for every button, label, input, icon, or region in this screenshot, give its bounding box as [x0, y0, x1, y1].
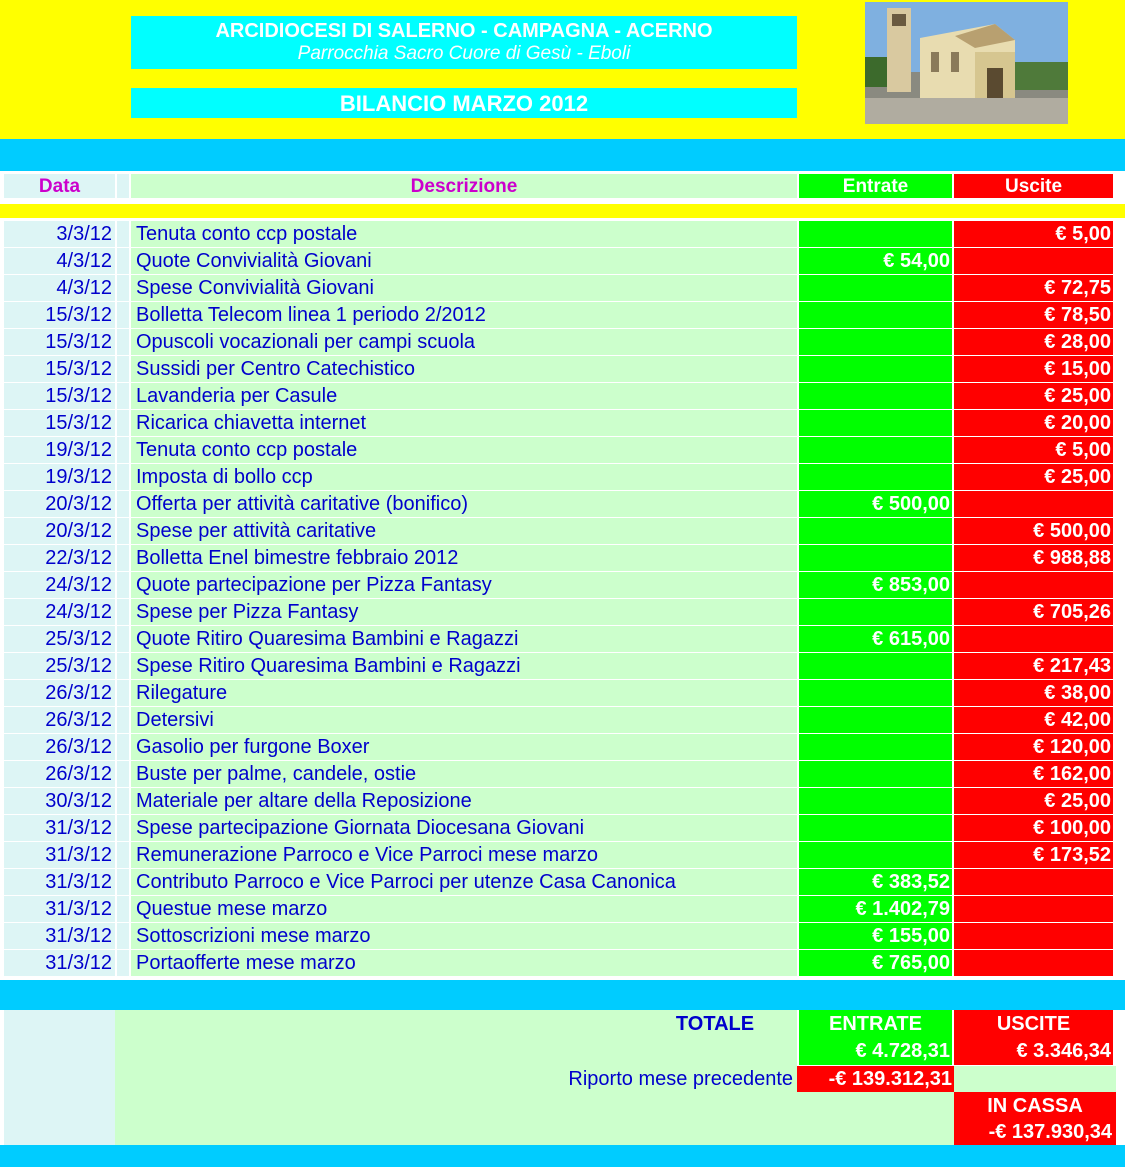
- row-gap: [117, 869, 129, 895]
- row-gap: [117, 896, 129, 922]
- row-income: [799, 464, 952, 490]
- table-row: [0, 356, 1125, 383]
- row-gap: [117, 383, 129, 409]
- table-row: [0, 302, 1125, 329]
- row-date: 24/3/12: [4, 599, 115, 625]
- row-expense: [954, 923, 1113, 949]
- row-expense: € 162,00: [954, 761, 1113, 787]
- row-income: € 853,00: [799, 572, 952, 598]
- row-expense: [954, 572, 1113, 598]
- row-expense: € 25,00: [954, 464, 1113, 490]
- table-row: [0, 410, 1125, 437]
- row-income: [799, 842, 952, 868]
- table-row: [0, 464, 1125, 491]
- diocese-name: ARCIDIOCESI DI SALERNO - CAMPAGNA - ACERNO: [215, 20, 713, 42]
- row-gap: [117, 599, 129, 625]
- row-income: [799, 653, 952, 679]
- row-description: Opuscoli vocazionali per campi scuola: [131, 329, 797, 355]
- row-expense: € 38,00: [954, 680, 1113, 706]
- row-gap: [117, 761, 129, 787]
- table-row: [0, 626, 1125, 653]
- row-gap: [117, 275, 129, 301]
- table-row: [0, 248, 1125, 275]
- carry-over-value: -€ 139.312,31: [797, 1066, 954, 1092]
- row-date: 26/3/12: [4, 680, 115, 706]
- cash-value: -€ 137.930,34: [988, 1121, 1112, 1143]
- row-expense: [954, 869, 1113, 895]
- row-expense: € 20,00: [954, 410, 1113, 436]
- row-income: [799, 437, 952, 463]
- row-expense: € 42,00: [954, 707, 1113, 733]
- row-income: [799, 302, 952, 328]
- table-row: [0, 437, 1125, 464]
- row-gap: [117, 248, 129, 274]
- row-expense: € 705,26: [954, 599, 1113, 625]
- row-date: 31/3/12: [4, 923, 115, 949]
- row-income: € 1.402,79: [799, 896, 952, 922]
- row-income: € 765,00: [799, 950, 952, 976]
- row-description: Imposta di bollo ccp: [131, 464, 797, 490]
- row-expense: [954, 248, 1113, 274]
- row-description: Spese partecipazione Giornata Diocesana Giovani: [131, 815, 797, 841]
- row-expense: € 100,00: [954, 815, 1113, 841]
- row-date: 15/3/12: [4, 383, 115, 409]
- yellow-divider: [0, 204, 1125, 218]
- table-row: [0, 572, 1125, 599]
- row-expense: € 500,00: [954, 518, 1113, 544]
- totals-expense-label: USCITE: [954, 1010, 1113, 1038]
- ledger-rows: [0, 221, 1125, 977]
- row-income: [799, 734, 952, 760]
- row-description: Tenuta conto ccp postale: [131, 437, 797, 463]
- row-income: [799, 788, 952, 814]
- row-income: € 500,00: [799, 491, 952, 517]
- row-gap: [117, 680, 129, 706]
- col-income: Entrate: [799, 174, 952, 198]
- row-date: 31/3/12: [4, 896, 115, 922]
- column-header-row: [0, 171, 1125, 202]
- row-date: 20/3/12: [4, 518, 115, 544]
- row-expense: € 5,00: [954, 437, 1113, 463]
- row-date: 3/3/12: [4, 221, 115, 247]
- row-description: Rilegature: [131, 680, 797, 706]
- row-date: 30/3/12: [4, 788, 115, 814]
- row-description: Spese Convivialità Giovani: [131, 275, 797, 301]
- row-gap: [117, 464, 129, 490]
- row-gap: [117, 491, 129, 517]
- row-description: Remunerazione Parroco e Vice Parroci mese marzo: [131, 842, 797, 868]
- row-expense: € 78,50: [954, 302, 1113, 328]
- row-expense: [954, 626, 1113, 652]
- row-description: Buste per palme, candele, ostie: [131, 761, 797, 787]
- table-row: [0, 383, 1125, 410]
- row-date: 19/3/12: [4, 464, 115, 490]
- row-date: 4/3/12: [4, 275, 115, 301]
- col-expense: Uscite: [954, 174, 1113, 198]
- row-description: Bolletta Telecom linea 1 periodo 2/2012: [131, 302, 797, 328]
- row-gap: [117, 302, 129, 328]
- row-description: Lavanderia per Casule: [131, 383, 797, 409]
- row-date: 19/3/12: [4, 437, 115, 463]
- row-income: [799, 329, 952, 355]
- row-description: Sussidi per Centro Catechistico: [131, 356, 797, 382]
- row-date: 24/3/12: [4, 572, 115, 598]
- row-description: Tenuta conto ccp postale: [131, 221, 797, 247]
- col-date: Data: [4, 174, 115, 198]
- table-row: [0, 788, 1125, 815]
- row-date: 31/3/12: [4, 815, 115, 841]
- row-date: 26/3/12: [4, 707, 115, 733]
- row-description: Questue mese marzo: [131, 896, 797, 922]
- report-title: BILANCIO MARZO 2012: [131, 88, 797, 118]
- row-expense: € 120,00: [954, 734, 1113, 760]
- totals-right-fill: [954, 1066, 1116, 1092]
- row-expense: [954, 491, 1113, 517]
- row-expense: [954, 896, 1113, 922]
- row-expense: € 5,00: [954, 221, 1113, 247]
- row-description: Portaofferte mese marzo: [131, 950, 797, 976]
- row-gap: [117, 221, 129, 247]
- row-income: [799, 275, 952, 301]
- row-income: [799, 815, 952, 841]
- row-expense: € 25,00: [954, 788, 1113, 814]
- row-date: 25/3/12: [4, 653, 115, 679]
- row-gap: [117, 815, 129, 841]
- row-date: 31/3/12: [4, 950, 115, 976]
- row-description: Gasolio per furgone Boxer: [131, 734, 797, 760]
- row-income: € 155,00: [799, 923, 952, 949]
- row-income: [799, 599, 952, 625]
- row-description: Offerta per attività caritative (bonifico): [131, 491, 797, 517]
- row-description: Quote Ritiro Quaresima Bambini e Ragazzi: [131, 626, 797, 652]
- row-date: 25/3/12: [4, 626, 115, 652]
- row-date: 15/3/12: [4, 302, 115, 328]
- row-date: 31/3/12: [4, 842, 115, 868]
- row-date: 20/3/12: [4, 491, 115, 517]
- row-gap: [117, 410, 129, 436]
- table-row: [0, 842, 1125, 869]
- table-row: [0, 950, 1125, 977]
- totals-income-label: ENTRATE: [799, 1010, 952, 1038]
- row-date: 15/3/12: [4, 329, 115, 355]
- row-expense: € 217,43: [954, 653, 1113, 679]
- row-date: 31/3/12: [4, 869, 115, 895]
- totals-expense-value: € 3.346,34: [954, 1038, 1113, 1065]
- row-expense: € 72,75: [954, 275, 1113, 301]
- table-row: [0, 869, 1125, 896]
- carry-over-label: Riporto mese precedente: [568, 1068, 793, 1090]
- row-gap: [117, 626, 129, 652]
- title-box: [131, 16, 797, 69]
- row-income: € 383,52: [799, 869, 952, 895]
- row-gap: [117, 734, 129, 760]
- row-date: 26/3/12: [4, 761, 115, 787]
- row-date: 15/3/12: [4, 356, 115, 382]
- row-description: Contributo Parroco e Vice Parroci per utenze Casa Canonica: [131, 869, 797, 895]
- table-row: [0, 653, 1125, 680]
- separator-band: [0, 139, 1125, 171]
- row-gap: [117, 788, 129, 814]
- row-income: € 54,00: [799, 248, 952, 274]
- header-banner: [0, 0, 1125, 139]
- totals-section: [0, 1010, 1125, 1145]
- separator-band-bottom: [0, 980, 1125, 1010]
- cash-label: IN CASSA: [987, 1095, 1083, 1117]
- row-date: 26/3/12: [4, 734, 115, 760]
- row-description: Sottoscrizioni mese marzo: [131, 923, 797, 949]
- church-photo-icon: [865, 2, 1068, 124]
- table-row: [0, 518, 1125, 545]
- table-row: [0, 734, 1125, 761]
- row-date: 15/3/12: [4, 410, 115, 436]
- totals-label: TOTALE: [675, 1013, 755, 1035]
- row-income: [799, 383, 952, 409]
- row-description: Spese per Pizza Fantasy: [131, 599, 797, 625]
- table-row: [0, 545, 1125, 572]
- row-income: [799, 518, 952, 544]
- row-description: Materiale per altare della Reposizione: [131, 788, 797, 814]
- table-row: [0, 896, 1125, 923]
- table-row: [0, 275, 1125, 302]
- row-gap: [117, 329, 129, 355]
- row-expense: € 173,52: [954, 842, 1113, 868]
- table-row: [0, 707, 1125, 734]
- table-row: [0, 599, 1125, 626]
- row-gap: [117, 950, 129, 976]
- row-gap: [117, 707, 129, 733]
- row-income: [799, 545, 952, 571]
- row-description: Quote Convivialità Giovani: [131, 248, 797, 274]
- row-income: € 615,00: [799, 626, 952, 652]
- totals-left-fill: [4, 1010, 115, 1145]
- table-row: [0, 221, 1125, 248]
- row-income: [799, 680, 952, 706]
- parish-name: Parrocchia Sacro Cuore di Gesù - Eboli: [297, 43, 631, 64]
- row-income: [799, 221, 952, 247]
- row-expense: [954, 950, 1113, 976]
- row-description: Bolletta Enel bimestre febbraio 2012: [131, 545, 797, 571]
- table-row: [0, 329, 1125, 356]
- row-description: Detersivi: [131, 707, 797, 733]
- col-description: Descrizione: [131, 174, 797, 198]
- row-description: Ricarica chiavetta internet: [131, 410, 797, 436]
- totals-mid-fill: [797, 1092, 954, 1145]
- table-row: [0, 491, 1125, 518]
- table-row: [0, 761, 1125, 788]
- row-description: Spese per attività caritative: [131, 518, 797, 544]
- row-income: [799, 761, 952, 787]
- row-expense: € 28,00: [954, 329, 1113, 355]
- row-expense: € 25,00: [954, 383, 1113, 409]
- table-row: [0, 815, 1125, 842]
- table-row: [0, 923, 1125, 950]
- row-income: [799, 356, 952, 382]
- row-description: Quote partecipazione per Pizza Fantasy: [131, 572, 797, 598]
- row-gap: [117, 545, 129, 571]
- row-expense: € 988,88: [954, 545, 1113, 571]
- col-gap: [117, 174, 129, 198]
- row-income: [799, 707, 952, 733]
- row-gap: [117, 923, 129, 949]
- row-date: 4/3/12: [4, 248, 115, 274]
- row-gap: [117, 842, 129, 868]
- totals-income-value: € 4.728,31: [799, 1038, 952, 1065]
- row-expense: € 15,00: [954, 356, 1113, 382]
- table-row: [0, 680, 1125, 707]
- row-gap: [117, 518, 129, 544]
- row-gap: [117, 653, 129, 679]
- row-description: Spese Ritiro Quaresima Bambini e Ragazzi: [131, 653, 797, 679]
- row-date: 22/3/12: [4, 545, 115, 571]
- row-gap: [117, 356, 129, 382]
- row-gap: [117, 572, 129, 598]
- row-income: [799, 410, 952, 436]
- footer-band: [0, 1145, 1125, 1167]
- row-gap: [117, 437, 129, 463]
